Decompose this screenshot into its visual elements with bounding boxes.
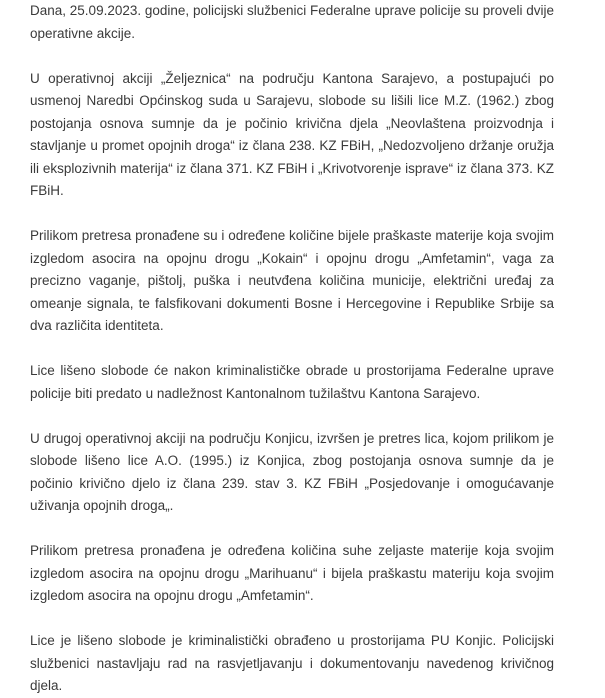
- paragraph-intro: Dana, 25.09.2023. godine, policijski službenici Federalne uprave policije su proveli dvije operativne akcije.: [30, 3, 554, 41]
- paragraph-handover-prosecution: Lice lišeno slobode će nakon kriminalističke obrade u prostorijama Federalne uprave policije biti predato u nadležnost Kantonalnom tužilaštvu Kantona Sarajevo.: [30, 363, 554, 401]
- article-body: [30, 0, 554, 698]
- paragraph-operation-konjic: U drugoj operativnoj akciji na području Konjicu, izvršen je pretres lica, kojom prilikom je slobode lišeno lice A.O. (1995.) iz Konjica, zbog postojanja osnova sumnje da je počinio krivično djelo iz člana 239. stav 3. KZ FBiH „Posjedovanje i omogućavanje uživanja opojnih droga„.: [30, 430, 554, 513]
- paragraph-search-findings-konjic: Prilikom pretresa pronađena je određena količina suhe zeljaste materije koja svojim izgledom asocira na opojnu drogu „Marihuanu“ i bijela praškastu materiju koja svojim izgledom asocira na opojnu drogu „Amfetamin“.: [30, 543, 554, 603]
- paragraph-search-findings-sarajevo: Prilikom pretresa pronađene su i određene količine bijele praškaste materije koja svojim izgledom asocira na opojnu drogu „Kokain“ i opojnu drogu „Amfetamin“, vaga za precizno vaganje, pištolj, puška i neutvđena količina municije, električni uređaj za omeanje signala, te falsfikovani dokumenti Bosne i Hercegovine i Republike Srbije sa dva različita identiteta.: [30, 228, 554, 333]
- paragraph-closing: Lice je lišeno slobode je kriminalistički obrađeno u prostorijama PU Konjic. Policijski službenici nastavljaju rad na rasvjetljavanju i dokumentovanju navedenog krivičnog djela.: [30, 633, 554, 693]
- paragraph-operation-zeljeznica: U operativnoj akciji „Željeznica“ na području Kantona Sarajevo, a postupajući po usmenoj Naredbi Općinskog suda u Sarajevu, slobode su lišili lice M.Z. (1962.) zbog postojanja osnova sumnje da je počinio krivična djela „Neovlaštena proizvodnja i stavljanje u promet opojnih droga“ iz člana 238. KZ FBiH, „Nedozvoljeno držanje oružja ili eksplozivnih materija“ iz člana 371. KZ FBiH i „Krivotvorenje isprave“ iz člana 373. KZ FBiH.: [30, 70, 554, 198]
